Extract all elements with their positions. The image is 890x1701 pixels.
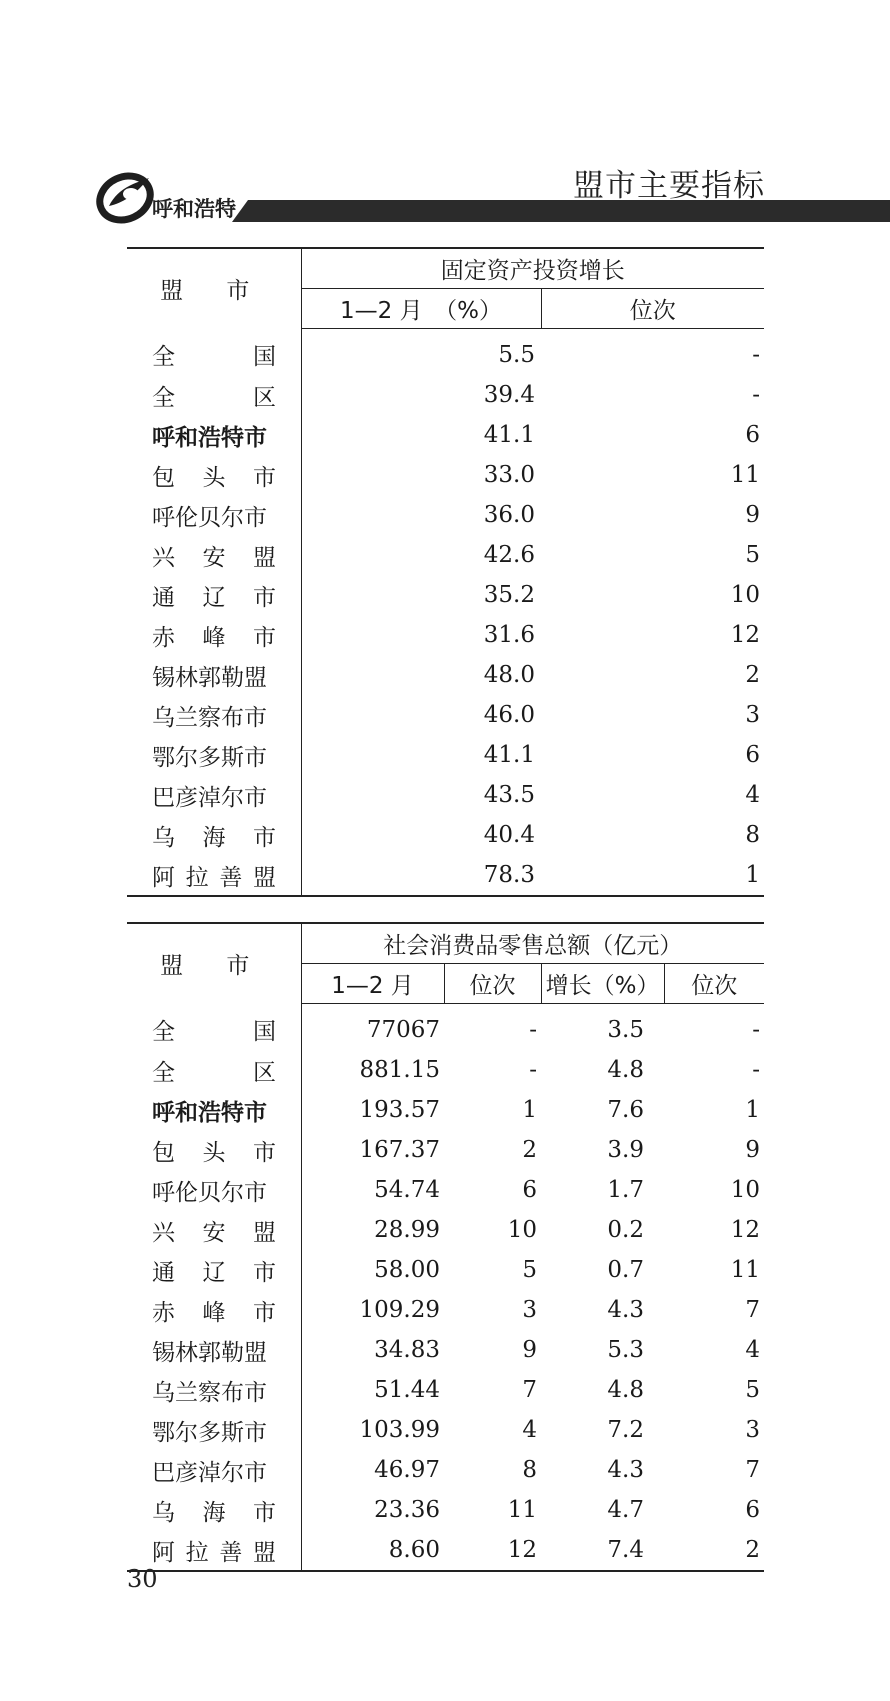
growth-cell: 31.6 <box>301 615 541 655</box>
table-row <box>127 1370 764 1410</box>
value-cell: 46.97 <box>301 1450 444 1490</box>
rank-cell: 10 <box>507 1217 537 1243</box>
region-name <box>127 1210 301 1250</box>
region-name-text: 鄂尔多斯市 <box>152 744 267 771</box>
table-row <box>127 1450 764 1490</box>
region-name-text: 乌兰察布市 <box>152 1379 267 1406</box>
logo-text: 呼和浩特 <box>152 197 236 221</box>
table-row <box>127 615 764 655</box>
table-row <box>127 1210 764 1250</box>
growth-rank-cell: - <box>752 1057 760 1083</box>
growth-cell: 39.4 <box>301 375 541 415</box>
value-cell: 28.99 <box>301 1210 444 1250</box>
region-name-text: 巴彦淖尔市 <box>152 784 267 811</box>
table-row <box>127 1290 764 1330</box>
region-name-text: 呼和浩特市 <box>152 1099 267 1126</box>
growth-rank-cell: 12 <box>730 1217 760 1243</box>
region-name <box>127 415 301 455</box>
rank-cell: 3 <box>745 702 760 728</box>
region-name-text: 全 区 <box>152 384 276 411</box>
region-name <box>127 1330 301 1370</box>
growth-cell: 0.2 <box>607 1217 644 1243</box>
region-name-text: 锡林郭勒盟 <box>152 1339 267 1366</box>
rank-cell: 12 <box>507 1537 537 1563</box>
fixed-asset-investment-table <box>127 247 764 897</box>
value-cell: 8.60 <box>301 1530 444 1571</box>
region-column-header: 盟 市 <box>160 953 268 980</box>
table-row <box>127 329 764 376</box>
growth-cell: 4.8 <box>607 1057 644 1083</box>
table-row <box>127 1330 764 1370</box>
rank-cell: - <box>529 1057 537 1083</box>
value-cell: 103.99 <box>301 1410 444 1450</box>
section-title: 盟市主要指标 <box>573 168 765 204</box>
table-row <box>127 1004 764 1051</box>
table-row <box>127 1130 764 1170</box>
table-row <box>127 455 764 495</box>
value-cell: 23.36 <box>301 1490 444 1530</box>
region-name-text: 赤 峰 市 <box>152 1299 276 1326</box>
growth-cell: 41.1 <box>301 735 541 775</box>
region-name <box>127 575 301 615</box>
rank-cell: 2 <box>745 662 760 688</box>
region-name-text: 阿 拉 善 盟 <box>152 1539 276 1566</box>
region-name-text: 呼伦贝尔市 <box>152 1179 267 1206</box>
table-row <box>127 655 764 695</box>
region-name <box>127 1410 301 1450</box>
value-cell: 109.29 <box>301 1290 444 1330</box>
growth-cell: 7.4 <box>607 1537 644 1563</box>
value-cell: 51.44 <box>301 1370 444 1410</box>
rank-cell: 8 <box>745 822 760 848</box>
region-name <box>127 615 301 655</box>
region-name <box>127 1450 301 1490</box>
region-name <box>127 375 301 415</box>
table-row <box>127 535 764 575</box>
rank-cell: 8 <box>522 1457 537 1483</box>
region-name <box>127 1090 301 1130</box>
growth-cell: 7.6 <box>607 1097 644 1123</box>
value-cell: 193.57 <box>301 1090 444 1130</box>
growth-rank-cell: - <box>752 1017 760 1043</box>
region-name-text: 呼伦贝尔市 <box>152 504 267 531</box>
investment-group-header: 固定资产投资增长 <box>301 248 764 289</box>
table-row <box>127 1530 764 1571</box>
value-cell: 167.37 <box>301 1130 444 1170</box>
growth-column-header: 增长（%） <box>541 964 664 1004</box>
page-header <box>0 0 890 240</box>
growth-cell: 40.4 <box>301 815 541 855</box>
table-row <box>127 375 764 415</box>
growth-rank-cell: 1 <box>745 1097 760 1123</box>
region-name <box>127 855 301 896</box>
growth-cell: 5.3 <box>607 1337 644 1363</box>
rank-cell: 11 <box>507 1497 537 1523</box>
rank-cell: 6 <box>745 742 760 768</box>
rank-cell: 9 <box>745 502 760 528</box>
region-name-text: 赤 峰 市 <box>152 624 276 651</box>
logo-swirl-icon <box>95 168 157 228</box>
region-name <box>127 775 301 815</box>
region-name <box>127 735 301 775</box>
region-name <box>127 329 301 376</box>
region-name-text: 阿 拉 善 盟 <box>152 864 276 891</box>
growth-cell: 7.2 <box>607 1417 644 1443</box>
growth-rank-cell: 5 <box>745 1377 760 1403</box>
growth-cell: 5.5 <box>301 329 541 376</box>
growth-column-header: 1—2 月 （%） <box>301 289 541 329</box>
rank-column-header: 位次 <box>444 964 541 1004</box>
region-name <box>127 1490 301 1530</box>
region-name <box>127 655 301 695</box>
region-name <box>127 1290 301 1330</box>
table-row <box>127 1410 764 1450</box>
rank-cell: 12 <box>730 622 760 648</box>
growth-rank-cell: 11 <box>730 1257 760 1283</box>
region-name-text: 乌 海 市 <box>152 824 276 851</box>
region-name <box>127 1250 301 1290</box>
rank-cell: 6 <box>745 422 760 448</box>
region-name-text: 全 国 <box>152 1019 276 1046</box>
rank-cell: 7 <box>522 1377 537 1403</box>
region-name-text: 巴彦淖尔市 <box>152 1459 267 1486</box>
growth-cell: 4.7 <box>607 1497 644 1523</box>
table-row <box>127 1090 764 1130</box>
table-row <box>127 1490 764 1530</box>
table-row <box>127 815 764 855</box>
value-column-header: 1—2 月 <box>301 964 444 1004</box>
region-name-text: 鄂尔多斯市 <box>152 1419 267 1446</box>
growth-cell: 46.0 <box>301 695 541 735</box>
rank-cell: - <box>752 342 760 368</box>
rank-cell: 1 <box>745 862 760 888</box>
value-cell: 77067 <box>301 1004 444 1051</box>
rank-cell: 4 <box>522 1417 537 1443</box>
growth-cell: 1.7 <box>607 1177 644 1203</box>
growth-rank-cell: 7 <box>745 1297 760 1323</box>
rank-cell: 2 <box>522 1137 537 1163</box>
region-name <box>127 815 301 855</box>
region-name-text: 包 头 市 <box>152 1139 276 1166</box>
growth-rank-cell: 3 <box>745 1417 760 1443</box>
region-name <box>127 1370 301 1410</box>
value-cell: 34.83 <box>301 1330 444 1370</box>
growth-cell: 0.7 <box>607 1257 644 1283</box>
value-cell: 54.74 <box>301 1170 444 1210</box>
growth-rank-cell: 2 <box>745 1537 760 1563</box>
table-row <box>127 1250 764 1290</box>
header-bar <box>232 200 890 222</box>
rank-cell: 5 <box>745 542 760 568</box>
rank-cell: 3 <box>522 1297 537 1323</box>
region-name <box>127 455 301 495</box>
rank-cell: 11 <box>730 462 760 488</box>
region-name <box>127 1130 301 1170</box>
rank-cell: 5 <box>522 1257 537 1283</box>
region-column-header: 盟 市 <box>160 278 268 305</box>
growth-cell: 4.3 <box>607 1457 644 1483</box>
table-row <box>127 1050 764 1090</box>
region-name-text: 通 辽 市 <box>152 1259 276 1286</box>
region-name-text: 全 国 <box>152 344 276 371</box>
growth-cell: 3.9 <box>607 1137 644 1163</box>
growth-cell: 3.5 <box>607 1017 644 1043</box>
table-row <box>127 695 764 735</box>
table-row <box>127 855 764 896</box>
rank-column-header: 位次 <box>541 289 764 329</box>
growth-cell: 36.0 <box>301 495 541 535</box>
table-row <box>127 415 764 455</box>
growth-cell: 48.0 <box>301 655 541 695</box>
region-name-text: 兴 安 盟 <box>152 1219 276 1246</box>
growth-rank-cell: 9 <box>745 1137 760 1163</box>
growth-cell: 33.0 <box>301 455 541 495</box>
region-name-text: 包 头 市 <box>152 464 276 491</box>
table-row <box>127 735 764 775</box>
region-name <box>127 695 301 735</box>
region-name-text: 乌兰察布市 <box>152 704 267 731</box>
rank-cell: 10 <box>730 582 760 608</box>
growth-cell: 41.1 <box>301 415 541 455</box>
growth-cell: 78.3 <box>301 855 541 896</box>
growth-cell: 42.6 <box>301 535 541 575</box>
table-row <box>127 495 764 535</box>
growth-cell: 43.5 <box>301 775 541 815</box>
region-name <box>127 1004 301 1051</box>
rank-cell: - <box>752 382 760 408</box>
growth-cell: 35.2 <box>301 575 541 615</box>
growth-rank-cell: 10 <box>730 1177 760 1203</box>
rank-cell: 4 <box>745 782 760 808</box>
region-name-text: 锡林郭勒盟 <box>152 664 267 691</box>
region-name <box>127 1170 301 1210</box>
rank-cell: 1 <box>522 1097 537 1123</box>
growth-cell: 4.3 <box>607 1297 644 1323</box>
rank-cell: 6 <box>522 1177 537 1203</box>
table-row <box>127 775 764 815</box>
growth-rank-cell: 4 <box>745 1337 760 1363</box>
region-name <box>127 1050 301 1090</box>
region-name-text: 全 区 <box>152 1059 276 1086</box>
rank-cell: - <box>529 1017 537 1043</box>
value-cell: 881.15 <box>301 1050 444 1090</box>
growth-cell: 4.8 <box>607 1377 644 1403</box>
retail-group-header: 社会消费品零售总额（亿元） <box>301 923 764 964</box>
page-number: 30 <box>127 1565 158 1593</box>
growth-rank-cell: 7 <box>745 1457 760 1483</box>
table-row <box>127 575 764 615</box>
region-name-text: 兴 安 盟 <box>152 544 276 571</box>
table-row <box>127 1170 764 1210</box>
region-name-text: 乌 海 市 <box>152 1499 276 1526</box>
growth-rank-cell: 6 <box>745 1497 760 1523</box>
region-name-text: 呼和浩特市 <box>152 424 267 451</box>
region-name <box>127 495 301 535</box>
retail-sales-table <box>127 922 764 1572</box>
rank-cell: 9 <box>522 1337 537 1363</box>
region-name <box>127 535 301 575</box>
value-cell: 58.00 <box>301 1250 444 1290</box>
growth-rank-column-header: 位次 <box>664 964 764 1004</box>
region-name-text: 通 辽 市 <box>152 584 276 611</box>
